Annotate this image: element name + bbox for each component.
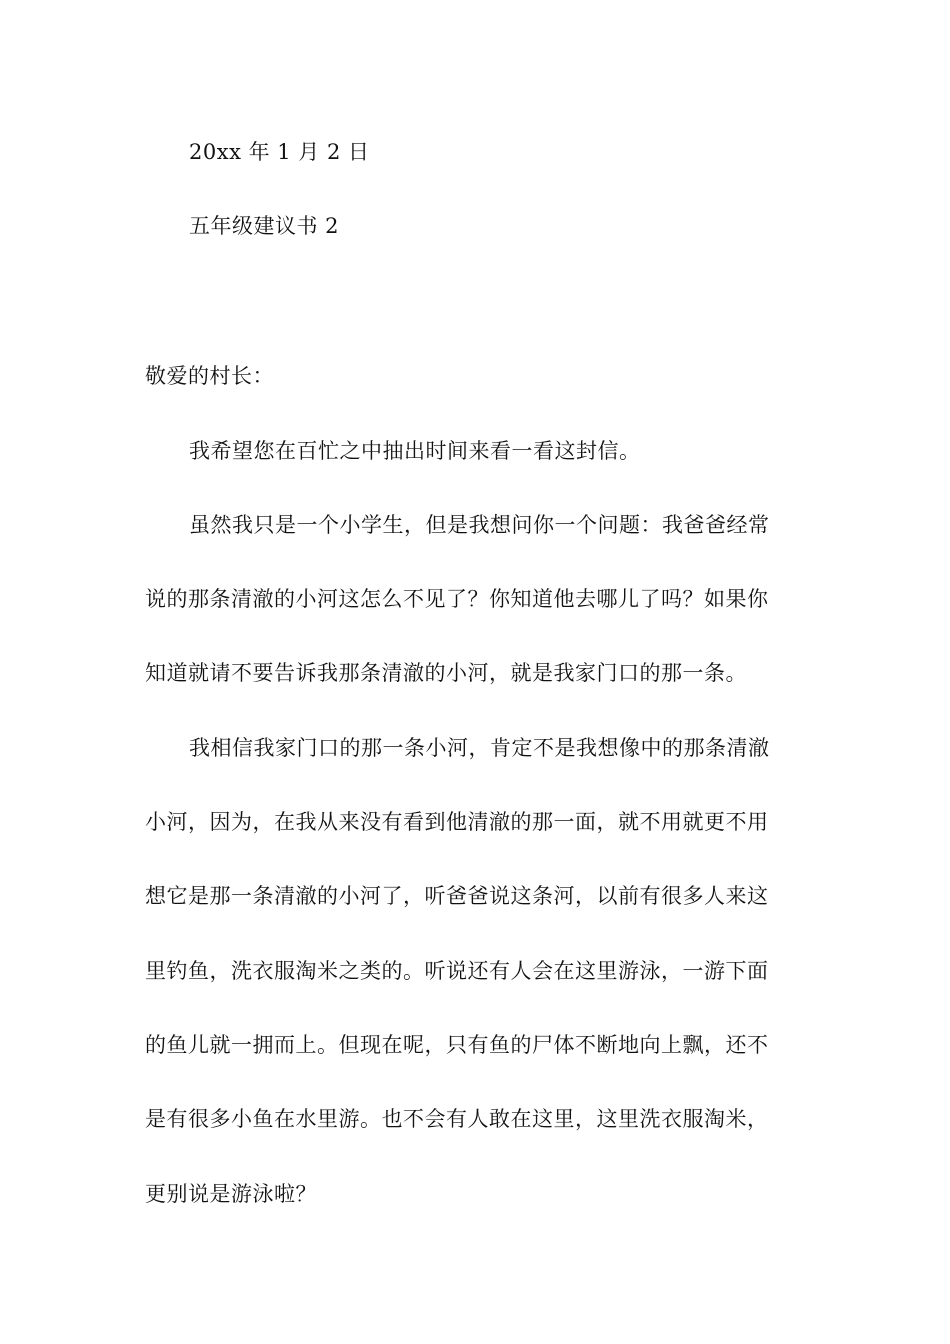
letter-date: 20xx 年 1 月 2 日	[189, 140, 370, 164]
paragraph-line: 小河，因为，在我从来没有看到他清澈的那一面，就不用就更不用	[145, 810, 769, 834]
paragraph-line: 知道就请不要告诉我那条清澈的小河，就是我家门口的那一条。	[145, 661, 747, 685]
paragraph-line: 我希望您在百忙之中抽出时间来看一看这封信。	[189, 439, 641, 463]
paragraph-line: 说的那条清澈的小河这怎么不见了？你知道他去哪儿了吗？如果你	[145, 587, 769, 611]
paragraph-line: 里钓鱼，洗衣服淘米之类的。听说还有人会在这里游泳，一游下面	[145, 959, 769, 983]
paragraph-line: 的鱼儿就一拥而上。但现在呢，只有鱼的尸体不断地向上飘，还不	[145, 1033, 769, 1057]
letter-salutation: 敬爱的村长：	[145, 364, 274, 388]
letter-title: 五年级建议书 2	[189, 214, 340, 238]
paragraph-line: 我相信我家门口的那一条小河，肯定不是我想像中的那条清澈	[189, 736, 770, 760]
paragraph-line: 更别说是游泳啦？	[145, 1182, 317, 1206]
paragraph-line: 是有很多小鱼在水里游。也不会有人敢在这里，这里洗衣服淘米，	[145, 1107, 769, 1131]
paragraph-line: 虽然我只是一个小学生，但是我想问你一个问题：我爸爸经常	[189, 513, 770, 537]
paragraph-line: 想它是那一条清澈的小河了，听爸爸说这条河，以前有很多人来这	[145, 884, 769, 908]
